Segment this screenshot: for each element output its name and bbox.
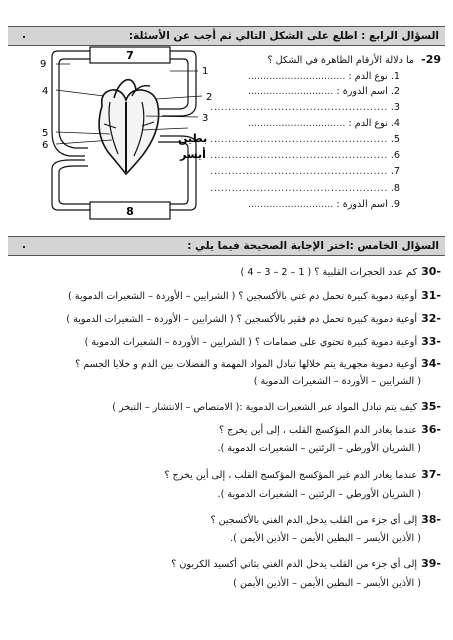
section-4-dot: . [22,29,26,41]
answer-blank-2[interactable]: ............................ [247,86,334,97]
question-33: -33أوعية دموية كبيرة تحتوي على صمامات ؟ ( الشرايين – الأوردة – الشعيرات الدموية ) [84,335,441,348]
question-38-options: ( الأذين الأيسر – البطين الأيمن – الأذين الأيمن ). [230,533,421,544]
label-7: 7 [126,49,134,62]
question-31: -31أوعية دموية كبيرة تحمل دم غني بالأكسجين ؟ ( الشرايين – الأوردة – الشعيرات الدموية ) [68,289,441,302]
answer-item-6: 6. .................................................. [210,150,400,161]
question-34: -34أوعية دموية مجهرية يتم خلالها تبادل المواد المهمة و الفضلات بين الدم و خلايا الجسم ؟ [75,357,441,370]
question-38: -38إلى أي جزء من القلب يدخل الدم الغني بالأكسجين ؟ [210,513,441,526]
label-5: 5 [42,128,49,139]
circulation-diagram [30,44,230,234]
answer-item-7: 7. .................................................. [210,166,400,177]
question-29-number: 29- [421,53,441,66]
answer-blank-8[interactable]: .................................................. [210,183,388,194]
question-36-options: ( الشريان الأورطي – الرئتين – الشعيرات الدموية ). [217,443,421,454]
answer-item-5: 5. .................................................. [210,134,400,145]
label-1: 1 [202,66,209,77]
question-36: -36عندما يغادر الدم المؤكسج القلب ، إلى أين يخرج ؟ [219,423,441,436]
question-39-options: ( الأذين الأيسر – البطين الأيمن – الأذين الأيمن ) [233,578,421,589]
answer-blank-3[interactable]: .................................................. [210,102,388,113]
ventricle-label-2: أيسر [180,148,206,161]
question-29-text: ما دلالة الأرقام الظاهرة في الشكل ؟ [267,55,415,66]
question-35: -35كيف يتم تبادل المواد عبر الشعيرات الدموية :( الامتصاص – الانتشار – التبخر ) [112,400,441,413]
heart-shape [99,90,159,174]
section-5-header [8,236,445,256]
answer-blank-1[interactable]: ................................ [247,71,346,82]
answer-blank-4[interactable]: ................................ [247,118,346,129]
section-5-title: السؤال الخامس :اختر الإجابة الصحيحة فيما يلي : [187,240,439,252]
answer-item-8: 8. .................................................. [210,183,400,194]
question-30: -30كم عدد الحجرات القلبية ؟ ( 1 – 2 – 3 – 4 ) [240,265,441,278]
question-37: -37عندما يغادر الدم غير المؤكسج المؤكسج القلب ، إلى أين يخرج ؟ [164,468,441,481]
answer-blank-7[interactable]: .................................................. [210,166,388,177]
answer-item-9: 9. اسم الدورة : ............................ [247,199,400,210]
section-5-dot: . [22,239,26,251]
answer-blank-5[interactable]: .................................................. [210,134,388,145]
label-9: 9 [40,59,47,70]
label-2: 2 [206,92,213,103]
answer-item-2: 2. اسم الدورة : ............................ [247,86,400,97]
section-4-header [8,26,445,46]
ventricle-label-1: بطين [178,132,208,145]
question-29 [268,53,442,66]
answer-item-1: 1. نوع الدم : ................................ [247,71,400,82]
question-37-options: ( الشريان الأورطي – الرئتين – الشعيرات الدموية ). [217,489,421,500]
question-32: -32أوعية دموية كبيرة تحمل دم فقير بالأكسجين ؟ ( الشرايين – الأوردة – الشعيرات الدموية ) [66,312,441,325]
label-3: 3 [202,113,209,124]
answer-blank-9[interactable]: ............................ [247,199,334,210]
label-6: 6 [42,140,49,151]
question-39: -39إلى أي جزء من القلب يدخل الدم الغني بثاني أكسيد الكربون ؟ [171,557,441,570]
answer-item-4: 4. نوع الدم : ................................ [247,118,400,129]
label-8: 8 [126,205,134,218]
answer-blank-6[interactable]: .................................................. [210,150,388,161]
question-34-options: ( الشرايين – الأوردة – الشعيرات الدموية ) [253,376,421,387]
answer-item-3: 3. .................................................. [210,102,400,113]
section-4-title: السؤال الرابع : اطلع على الشكل التالي ثم أجب عن الأسئلة: [128,30,439,42]
label-4: 4 [42,86,49,97]
